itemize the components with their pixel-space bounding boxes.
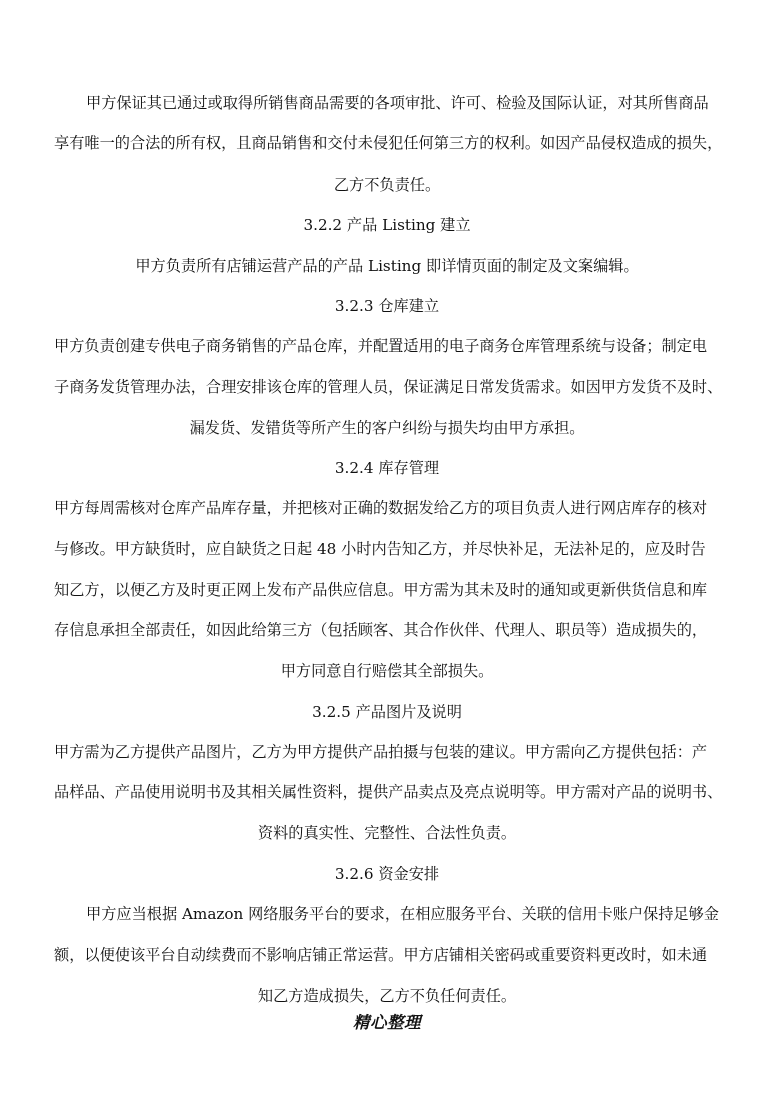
paragraph-line: 知乙方，以便乙方及时更正网上发布产品供应信息。甲方需为其未及时的通知或更新供货信息和库: [54, 581, 708, 599]
section-heading: 3.2.5 产品图片及说明: [312, 703, 462, 721]
paragraph-line: 资料的真实性、完整性、合法性负责。: [257, 824, 517, 842]
paragraph-line: 子商务发货管理办法，合理安排该仓库的管理人员，保证满足日常发货需求。如因甲方发货不及时、: [54, 378, 723, 396]
paragraph-line: 甲方应当根据 Amazon 网络服务平台的要求，在相应服务平台、关联的信用卡账户保持足够金: [86, 905, 719, 923]
paragraph-line: 甲方同意自行赔偿其全部损失。: [280, 662, 494, 680]
paragraph-line: 存信息承担全部责任，如因此给第三方（包括顾客、其合作伙伴、代理人、职员等）造成损失的，: [54, 621, 708, 639]
paragraph-line: 额，以便使该平台自动续费而不影响店铺正常运营。甲方店铺相关密码或重要资料更改时，如未通: [54, 946, 708, 964]
paragraph-line: 知乙方造成损失，乙方不负任何责任。: [257, 987, 517, 1005]
footer-watermark-text: 精心整理: [353, 1013, 421, 1032]
paragraph-line: 甲方保证其已通过或取得所销售商品需要的各项审批、许可、检验及国际认证，对其所售商品: [86, 94, 709, 112]
paragraph-line: 甲方每周需核对仓库产品库存量，并把核对正确的数据发给乙方的项目负责人进行网店库存的核对: [54, 499, 708, 517]
section-heading: 3.2.3 仓库建立: [334, 297, 440, 315]
paragraph-line: 漏发货、发错货等所产生的客户纠纷与损失均由甲方承担。: [189, 419, 585, 437]
paragraph-line: 甲方需为乙方提供产品图片，乙方为甲方提供产品拍摄与包装的建议。甲方需向乙方提供包括：产: [54, 743, 708, 761]
paragraph-line: 甲方负责创建专供电子商务销售的产品仓库，并配置适用的电子商务仓库管理系统与设备；制定电: [54, 337, 708, 355]
paragraph-line: 甲方负责所有店铺运营产品的产品 Listing 即详情页面的制定及文案编辑。: [135, 257, 639, 275]
paragraph-line: 乙方不负责任。: [333, 176, 441, 194]
paragraph-line: 与修改。甲方缺货时，应自缺货之日起 48 小时内告知乙方，并尽快补足，无法补足的，应及时告: [54, 540, 706, 558]
paragraph-line: 享有唯一的合法的所有权，且商品销售和交付未侵犯任何第三方的权利。如因产品侵权造成的损失，: [54, 134, 723, 152]
paragraph-line: 品样品、产品使用说明书及其相关属性资料，提供产品卖点及亮点说明等。甲方需对产品的说明书、: [54, 783, 723, 801]
section-heading: 3.2.4 库存管理: [334, 459, 440, 477]
section-heading: 3.2.2 产品 Listing 建立: [303, 216, 471, 234]
section-heading: 3.2.6 资金安排: [334, 865, 440, 883]
